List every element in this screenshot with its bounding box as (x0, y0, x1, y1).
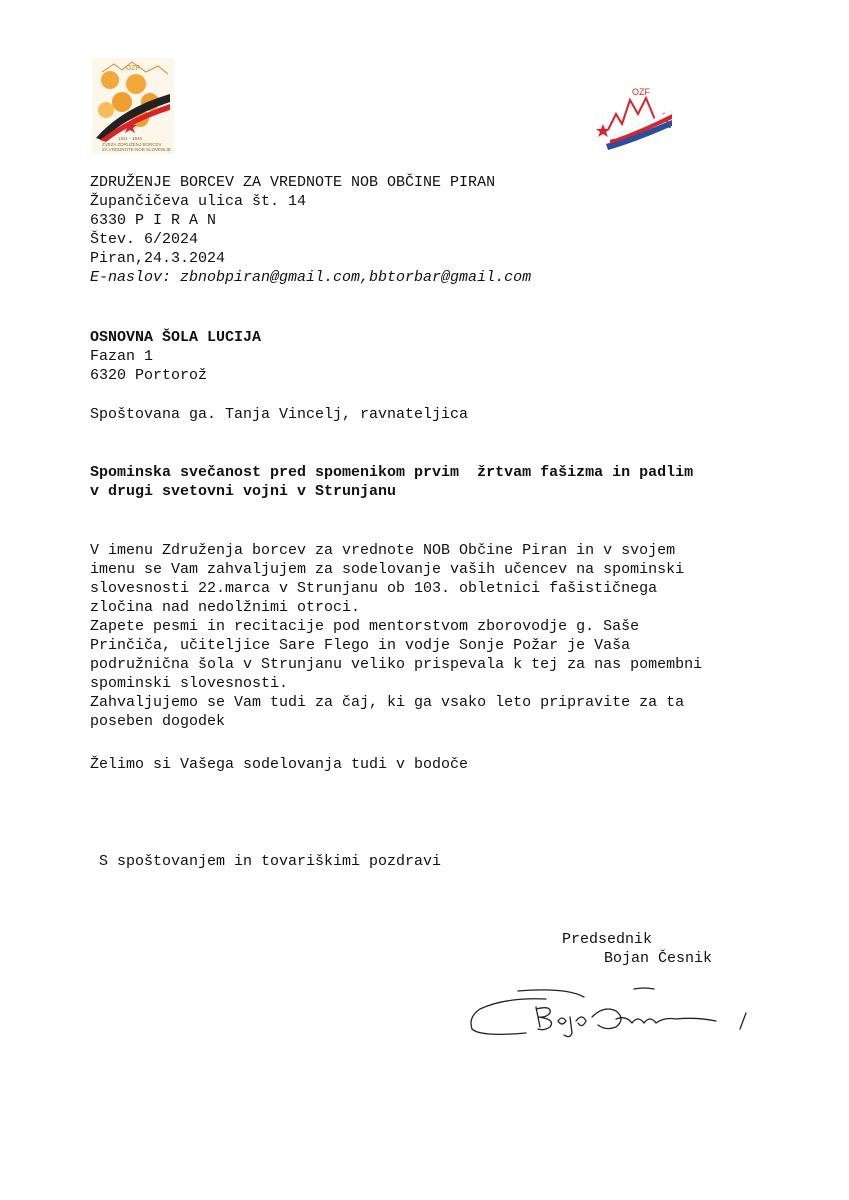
logo-left-years: 1941 - 1945 (118, 136, 143, 141)
recipient-city: 6320 Portorož (90, 367, 208, 384)
regards: S spoštovanjem in tovariškimi pozdravi (99, 853, 442, 870)
body-line: V imenu Združenja borcev za vrednote NOB Občine Piran in v svojem (90, 542, 676, 559)
sender-place-date: Piran,24.3.2024 (90, 250, 226, 267)
body-line: imenu se Vam zahvaljujem za sodelovanje vaših učencev na spominski (90, 561, 685, 578)
logo-left-caption-1: ZVEZA ZDRUŽENJ BORCEV (102, 142, 162, 147)
body-line: zločina nad nedolžnimi otroci. (90, 599, 361, 616)
signature-title: Predsednik (562, 931, 653, 948)
ozf-memorial-logo (92, 58, 174, 154)
ozf-flag-logo-icon (594, 84, 676, 154)
sender-city: 6330 P I R A N (90, 212, 217, 229)
subject-block (90, 463, 693, 501)
sender-name: ZDRUŽENJE BORCEV ZA VREDNOTE NOB OBČINE PIRAN (90, 174, 496, 191)
logo-left-caption-2: ZA VREDNOTE NOB SLOVENIJE (102, 147, 171, 152)
ozf-flag-logo (594, 84, 676, 154)
recipient-name: OSNOVNA ŠOLA LUCIJA (90, 329, 262, 346)
recipient-block (90, 328, 261, 385)
handwritten-signature (466, 985, 756, 1045)
body-line: poseben dogodek (90, 713, 226, 730)
salutation: Spoštovana ga. Tanja Vincelj, ravnateljica (90, 406, 469, 423)
body-line: podružnična šola v Strunjanu veliko prispevala k tej za nas pomembni (90, 656, 703, 673)
sender-ref: Štev. 6/2024 (90, 231, 199, 248)
body-line: spominski slovesnosti. (90, 675, 289, 692)
logo-right-text: OZF (632, 87, 650, 97)
signature-name: Bojan Česnik (604, 950, 713, 967)
body-line: Prinčiča, učiteljice Sare Flego in vodje Sonje Požar je Vaša (90, 637, 631, 654)
subject-line-2: v drugi svetovni vojni v Strunjanu (90, 483, 397, 500)
subject-line-1: Spominska svečanost pred spomenikom prvim žrtvam fašizma in padlim (90, 464, 694, 481)
recipient-street: Fazan 1 (90, 348, 154, 365)
body-line: slovesnosti 22.marca v Strunjanu ob 103. obletnici fašističnega (90, 580, 658, 597)
body-paragraph (90, 541, 702, 731)
logo-left-text: OZF (126, 65, 140, 72)
sender-email: E-naslov: zbnobpiran@gmail.com,bbtorbar@gmail.com (90, 269, 532, 286)
body-line: Zahvaljujemo se Vam tudi za čaj, ki ga vsako leto pripravite za ta (90, 694, 685, 711)
closing-wish: Želimo si Vašega sodelovanja tudi v bodoče (90, 756, 469, 773)
handwritten-signature-icon (466, 985, 756, 1045)
ozf-memorial-logo-icon (92, 58, 174, 154)
sender-block (90, 173, 531, 287)
sender-street: Župančičeva ulica št. 14 (90, 193, 307, 210)
body-line: Zapete pesmi in recitacije pod mentorstvom zborovodje g. Saše (90, 618, 640, 635)
